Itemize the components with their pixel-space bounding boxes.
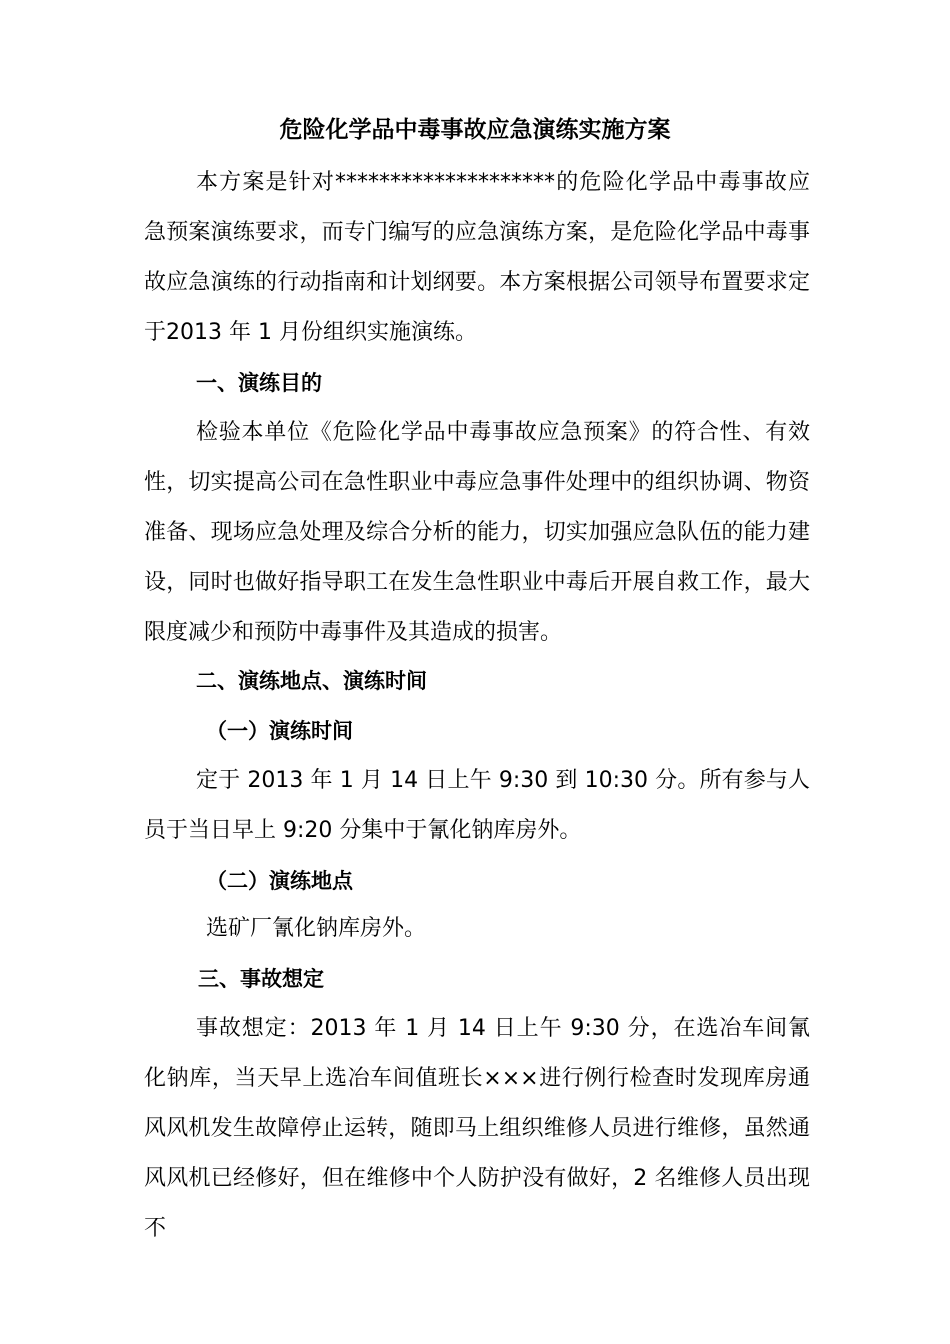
section-2-sub-2-body: 选矿厂氰化钠库房外。 [206,916,427,941]
section-2-sub-1-body: 定于 2013 年 1 月 14 日上午 9:30 到 10:30 分。所有参与人员于当日早上 9:20 分集中于氰化钠库房外。 [144,768,810,843]
section-1-heading: 一、演练目的 [196,371,322,395]
section-2-sub-1-heading: （一）演练时间 [206,719,353,743]
section-1-body: 检验本单位《危险化学品中毒事故应急预案》的符合性、有效性，切实提高公司在急性职业中毒应急事件处理中的组织协调、物资准备、现场应急处理及综合分析的能力，切实加强应急队伍的能力建设，同时也做好指导职工在发生急性职业中毒后开展自救工作，最大限度减少和预防中毒事件及其造成的损害。 [144,420,810,645]
section-3-heading: 三、事故想定 [198,967,324,991]
section-3-body: 事故想定：2013 年 1 月 14 日上午 9:30 分，在选冶车间氰化钠库，当天早上选冶车间值班长×××进行例行检查时发现库房通风风机发生故障停止运转，随即马上组织维修人员进行维修，虽然通风风机已经修好，但在维修中个人防护没有做好，2 名维修人员出现不 [144,1016,810,1241]
document-title: 危险化学品中毒事故应急演练实施方案 [279,117,671,143]
intro-paragraph: 本方案是针对********************的危险化学品中毒事故应急预案演练要求，而专门编写的应急演练方案，是危险化学品中毒事故应急演练的行动指南和计划纲要。本方案根据公司领导布置要求定于2013 年 1 月份组织实施演练。 [144,170,810,345]
section-2-sub-2-heading: （二）演练地点 [206,869,353,893]
section-2-heading: 二、演练地点、演练时间 [196,669,427,693]
